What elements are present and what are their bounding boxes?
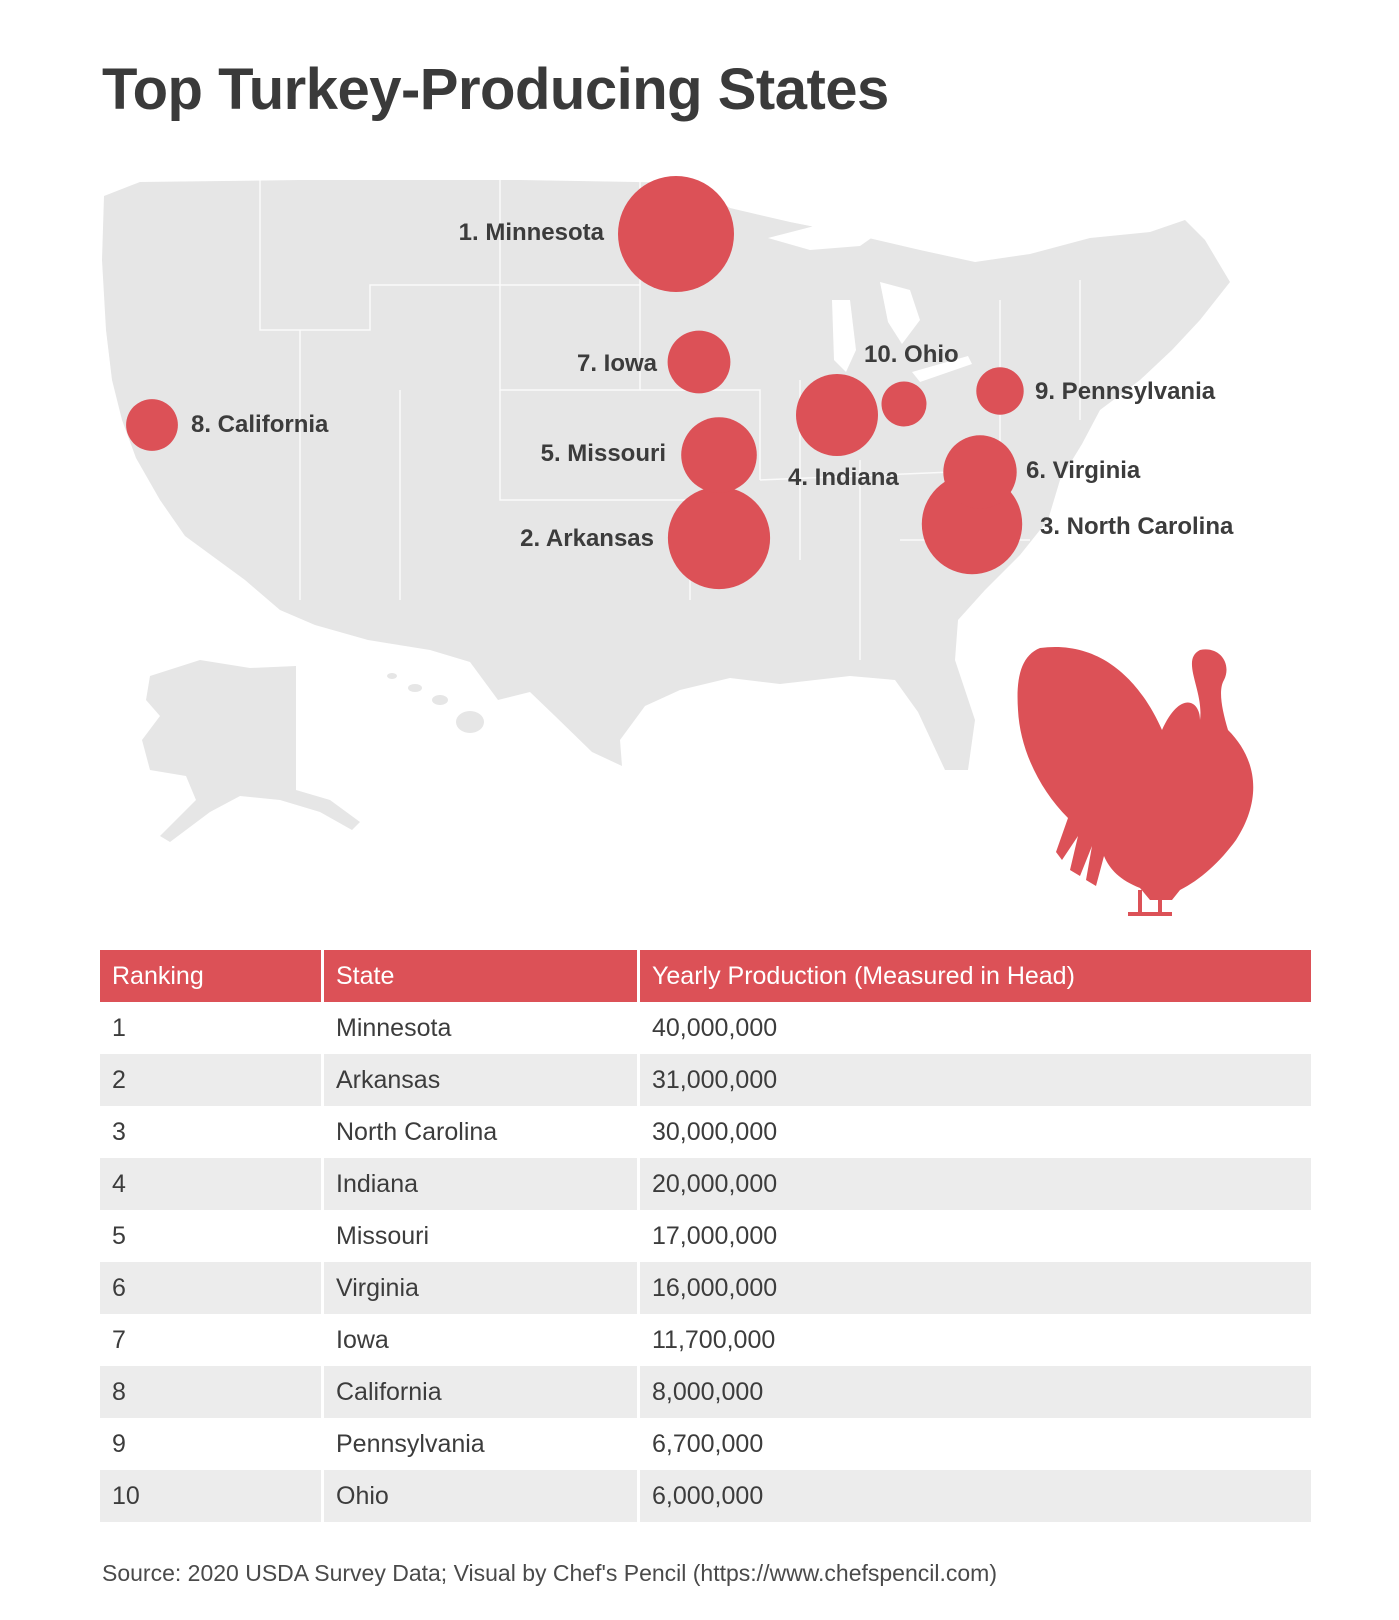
table-row <box>100 1002 1311 1054</box>
header-ranking: Ranking <box>100 950 323 1002</box>
table-row <box>100 1470 1311 1522</box>
production-cell: 17,000,000 <box>652 1221 778 1250</box>
production-cell: 6,000,000 <box>639 1470 1312 1522</box>
rank-cell: 9 <box>100 1418 323 1470</box>
bubble-rank-6 <box>943 435 1016 508</box>
bubble-label-rank-1: 1. Minnesota <box>458 219 604 246</box>
state-cell: North Carolina <box>323 1106 639 1158</box>
state-cell: Ohio <box>323 1470 639 1522</box>
bubble-label-rank-8: 8. California <box>191 411 329 438</box>
table-row <box>100 1262 1311 1314</box>
state-cell: Arkansas <box>323 1054 639 1106</box>
bubble-rank-8 <box>126 399 178 451</box>
alaska <box>142 660 360 842</box>
bubble-rank-2 <box>668 487 770 589</box>
rank-cell: 8 <box>100 1366 323 1418</box>
table-row <box>100 1366 1311 1418</box>
state-cell: Virginia <box>323 1262 639 1314</box>
bubble-label-rank-2: 2. Arkansas <box>520 525 654 552</box>
us-map <box>0 150 1399 920</box>
state-cell: Iowa <box>323 1314 639 1366</box>
production-cell: 31,000,000 <box>639 1054 1312 1106</box>
turkey-silhouette-icon <box>1018 647 1254 916</box>
header-state: State <box>323 950 639 1002</box>
rank-cell: 4 <box>100 1158 323 1210</box>
rank-cell: 10 <box>100 1470 323 1522</box>
production-cell: 8,000,000 <box>639 1366 1312 1418</box>
production-cell: 11,700,000 <box>652 1325 776 1354</box>
table-row <box>100 1418 1311 1470</box>
state-cell: California <box>323 1366 639 1418</box>
rank-cell: 5 <box>100 1210 323 1262</box>
bubble-rank-5 <box>681 417 757 493</box>
bubble-label-rank-9: 9. Pennsylvania <box>1035 378 1216 405</box>
table-row <box>100 1210 1311 1262</box>
table-row <box>100 1106 1311 1158</box>
bubble-rank-1 <box>618 176 734 292</box>
production-cell: 16,000,000 <box>639 1262 1312 1314</box>
bubble-label-rank-3: 3. North Carolina <box>1040 513 1234 540</box>
rank-cell: 3 <box>100 1106 323 1158</box>
bubble-rank-4 <box>796 374 878 456</box>
production-cell: 6,700,000 <box>652 1429 764 1458</box>
production-table <box>100 950 1311 1522</box>
rank-cell: 2 <box>100 1054 323 1106</box>
rank-cell: 6 <box>100 1262 323 1314</box>
state-cell: Missouri <box>323 1210 639 1262</box>
bubble-rank-10 <box>882 382 927 427</box>
source-credit: Source: 2020 USDA Survey Data; Visual by Chef's Pencil (https://www.chefspencil.com) <box>102 1560 997 1586</box>
production-cell: 20,000,000 <box>639 1158 1312 1210</box>
production-cell: 40,000,000 <box>652 1013 778 1042</box>
table-row <box>100 1054 1311 1106</box>
table-row <box>100 1314 1311 1366</box>
rank-cell: 7 <box>100 1314 323 1366</box>
state-cell: Pennsylvania <box>323 1418 639 1470</box>
page-title: Top Turkey-Producing States <box>102 57 889 122</box>
rank-cell: 1 <box>100 1002 323 1054</box>
bubble-rank-7 <box>668 331 731 394</box>
header-yearly-production: Yearly Production (Measured in Head) <box>639 950 1312 1002</box>
bubble-label-rank-10: 10. Ohio <box>864 341 959 368</box>
hawaii <box>387 673 484 733</box>
production-cell: 30,000,000 <box>652 1117 778 1146</box>
bubble-label-rank-6: 6. Virginia <box>1026 457 1141 484</box>
bubble-label-rank-5: 5. Missouri <box>540 440 666 467</box>
bubble-rank-9 <box>976 367 1023 414</box>
state-cell: Minnesota <box>323 1002 639 1054</box>
bubble-label-rank-4: 4. Indiana <box>788 464 899 491</box>
table-header-row <box>100 950 1311 1002</box>
bubble-label-rank-7: 7. Iowa <box>576 350 657 377</box>
table-row <box>100 1158 1311 1210</box>
state-cell: Indiana <box>323 1158 639 1210</box>
